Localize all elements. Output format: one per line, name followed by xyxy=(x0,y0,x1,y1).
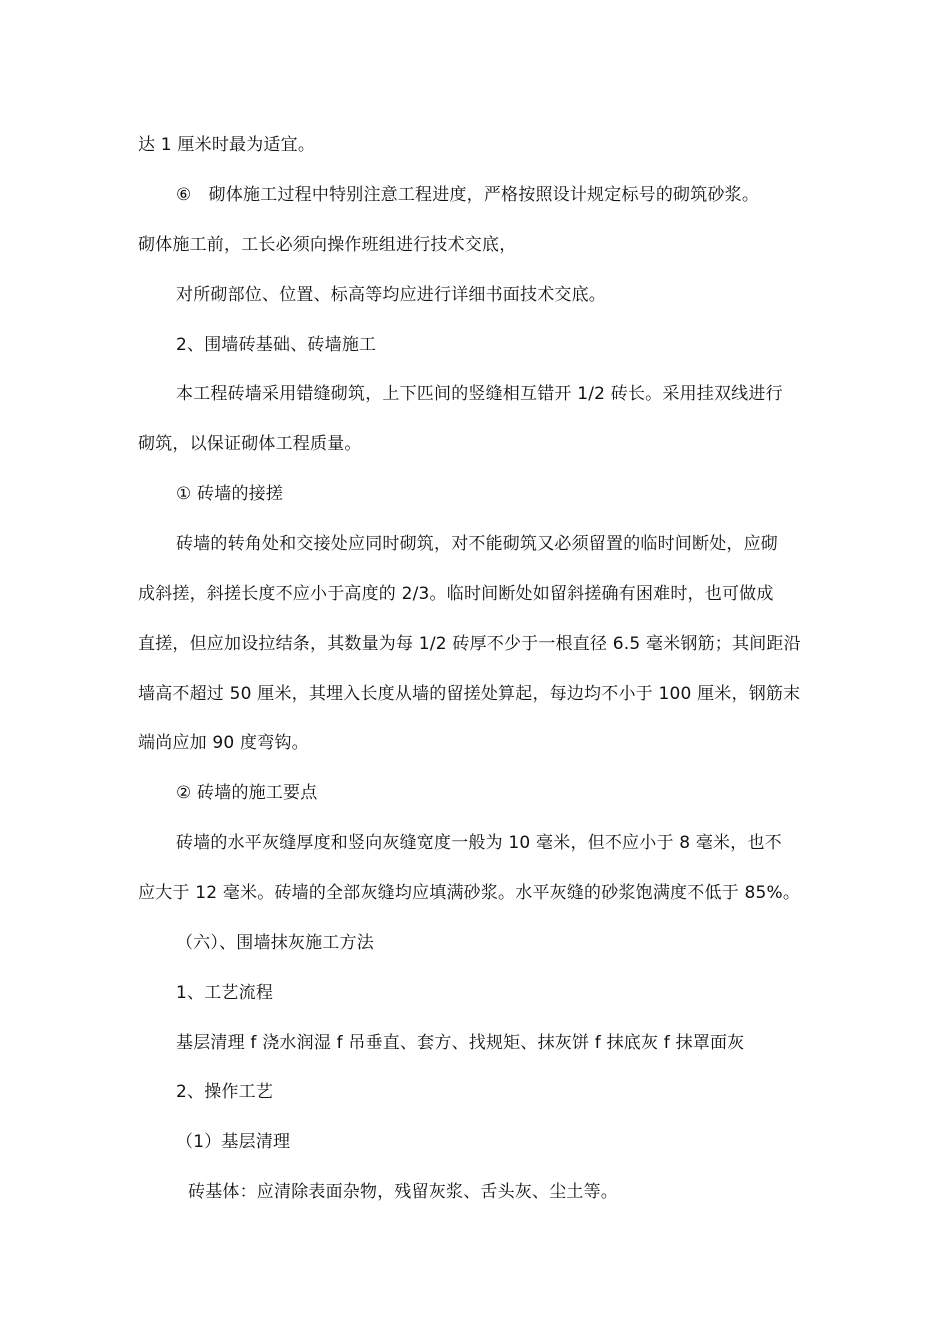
text-line: 对所砌部位、位置、标高等均应进行详细书面技术交底。 xyxy=(176,285,606,305)
text-line: 成斜搓，斜搓长度不应小于高度的 2/3。临时间断处如留斜搓确有困难时，也可做成 xyxy=(138,584,774,604)
text-line: 砖墙的转角处和交接处应同时砌筑，对不能砌筑又必须留置的临时间断处，应砌 xyxy=(176,534,778,554)
text-line: 本工程砖墙采用错缝砌筑，上下匹间的竖缝相互错开 1/2 砖长。采用挂双线进行 xyxy=(176,384,783,404)
subsection-heading: ① 砖墙的接搓 xyxy=(176,484,284,504)
section-heading: （六）、围墙抹灰施工方法 xyxy=(176,933,374,953)
text-line: 墙高不超过 50 厘米，其埋入长度从墙的留搓处算起，每边均不小于 100 厘米，钢筋末 xyxy=(138,684,801,704)
text-line: ⑥ 砌体施工过程中特别注意工程进度，严格按照设计规定标号的砌筑砂浆。 xyxy=(176,185,760,205)
subsection-heading: ② 砖墙的施工要点 xyxy=(176,783,318,803)
text-line: 砌体施工前，工长必须向操作班组进行技术交底， xyxy=(138,235,517,255)
text-line: 达 1 厘米时最为适宜。 xyxy=(138,135,316,155)
subsection-heading: （1）基层清理 xyxy=(176,1132,291,1152)
section-heading: 2、围墙砖基础、砖墙施工 xyxy=(176,335,377,355)
text-line: 直搓，但应加设拉结条，其数量为每 1/2 砖厚不少于一根直径 6.5 毫米钢筋；其间距沿 xyxy=(138,634,801,654)
text-line: 端尚应加 90 度弯钩。 xyxy=(138,733,309,753)
text-line: 砖基体：应清除表面杂物，残留灰浆、舌头灰、尘土等。 xyxy=(188,1182,618,1202)
section-heading: 2、操作工艺 xyxy=(176,1082,274,1102)
text-line: 砖墙的水平灰缝厚度和竖向灰缝宽度一般为 10 毫米，但不应小于 8 毫米，也不 xyxy=(176,833,782,853)
text-line: 应大于 12 毫米。砖墙的全部灰缝均应填满砂浆。水平灰缝的砂浆饱满度不低于 85%。 xyxy=(138,883,801,903)
section-heading: 1、工艺流程 xyxy=(176,983,274,1003)
text-line: 砌筑，以保证砌体工程质量。 xyxy=(138,434,362,454)
text-line: 基层清理 f 浇水润湿 f 吊垂直、套方、找规矩、抹灰饼 f 抹底灰 f 抹罩面灰 xyxy=(176,1033,745,1053)
